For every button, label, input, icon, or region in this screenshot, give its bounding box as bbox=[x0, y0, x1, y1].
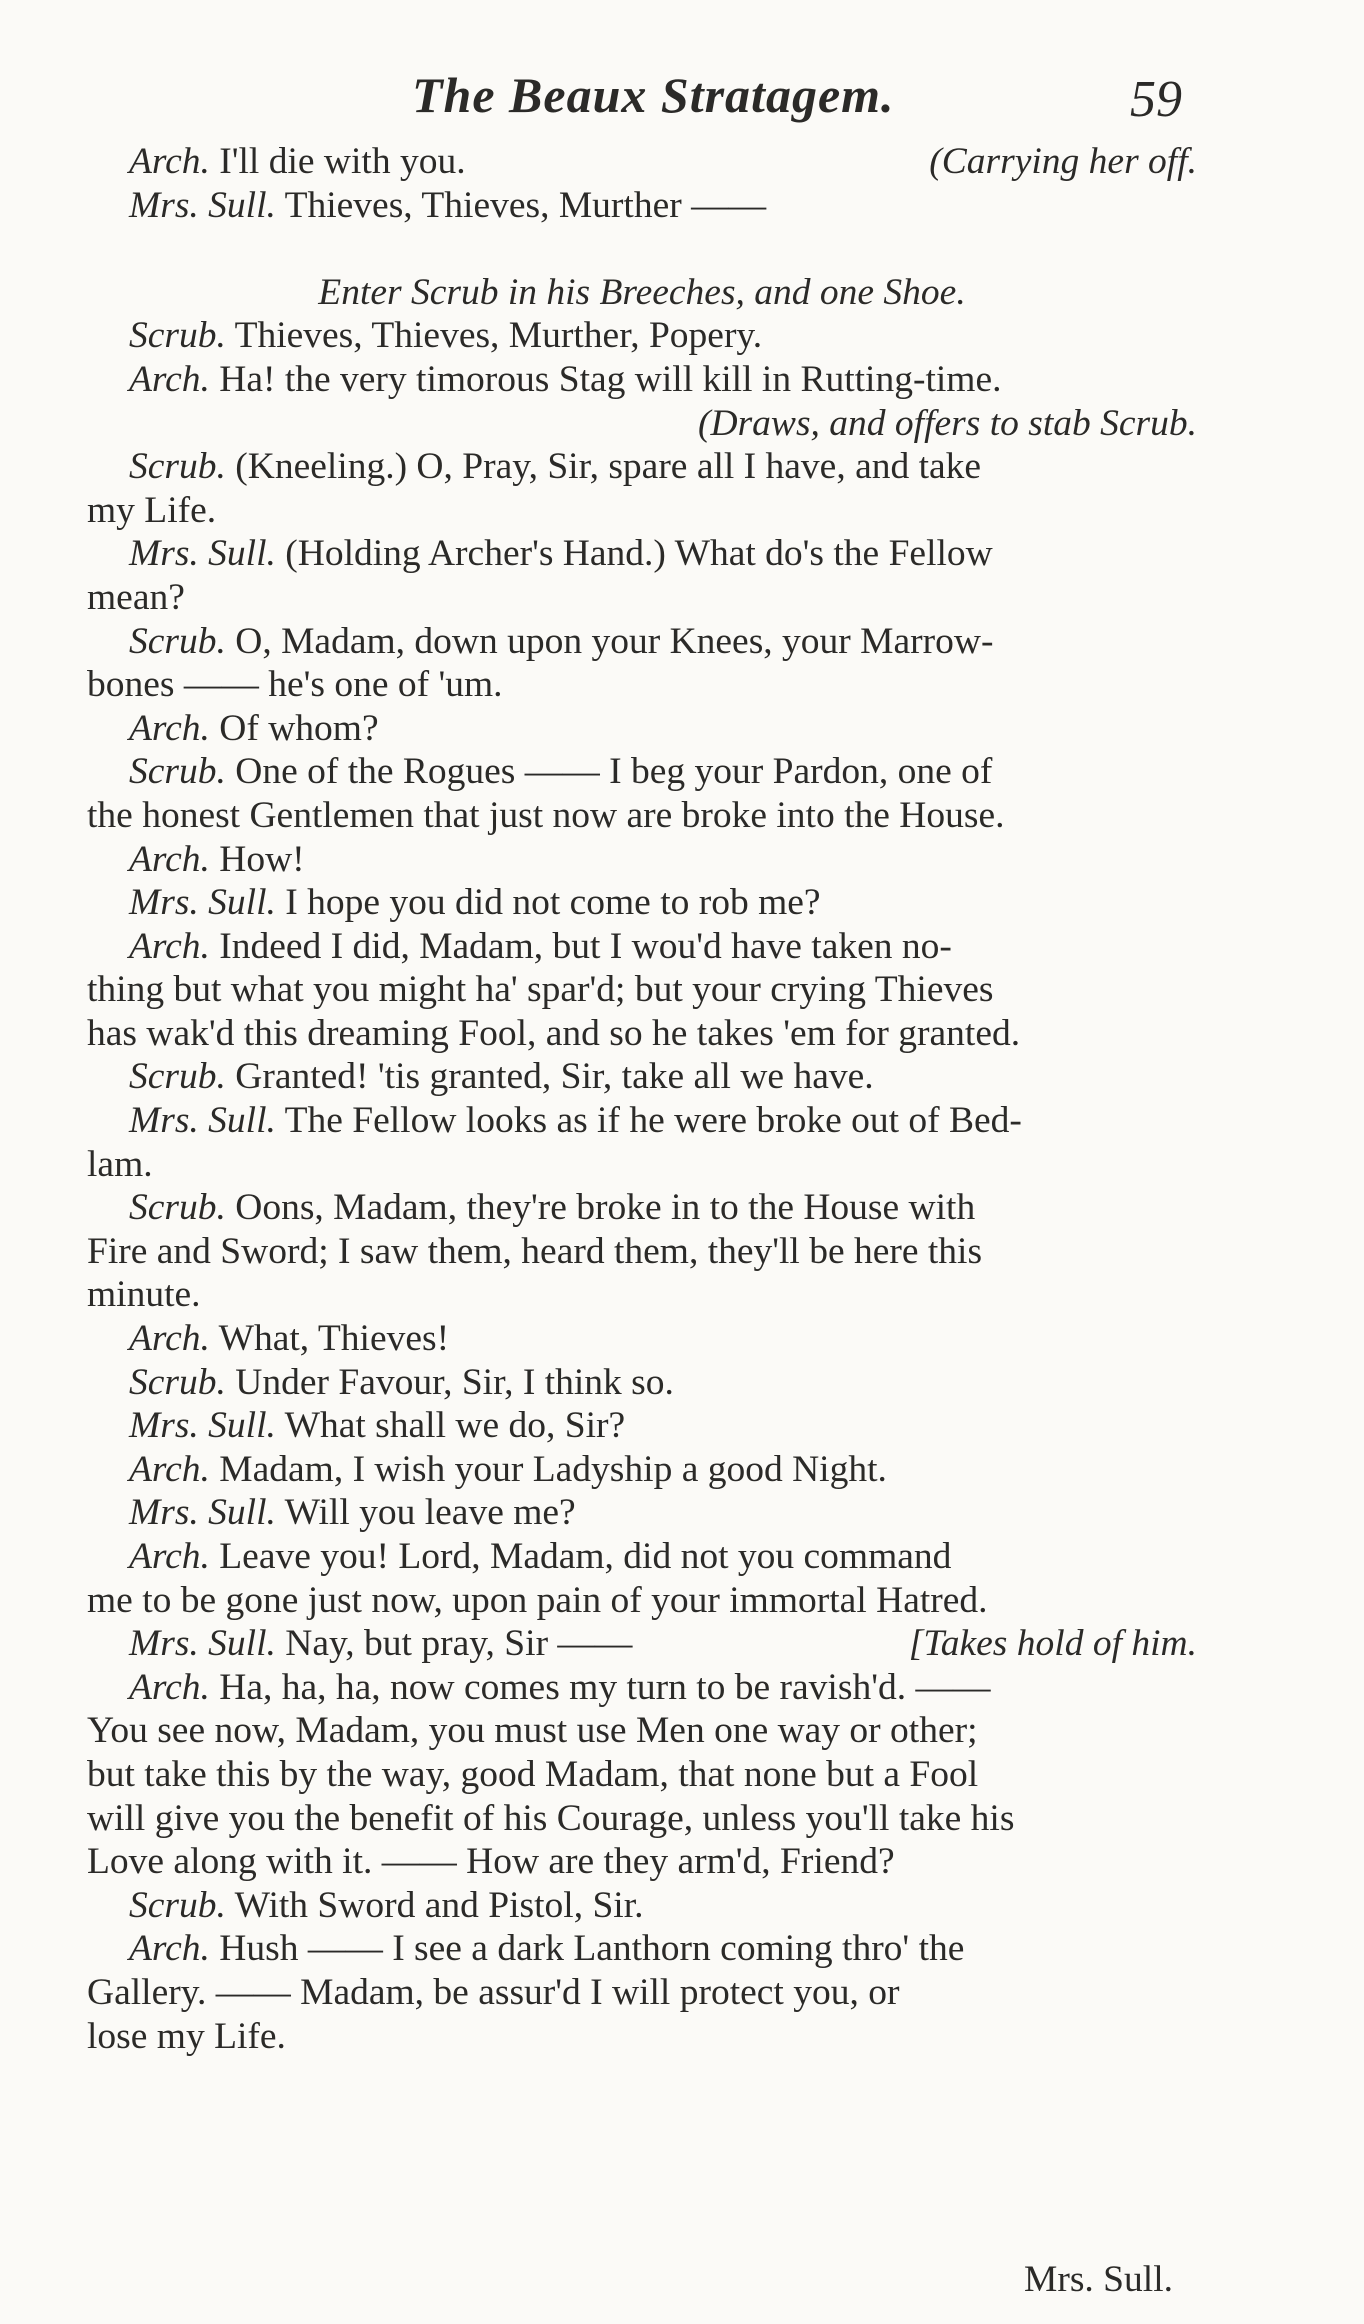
dialogue-text: The Fellow looks as if he were broke out of Bed- bbox=[275, 1100, 1022, 1142]
speaker-name: Scrub. bbox=[129, 446, 226, 488]
dialogue-text: bones —— he's one of 'um. bbox=[87, 664, 503, 706]
dialogue-text: Hush —— I see a dark Lanthorn coming thro' the bbox=[209, 1928, 965, 1970]
text-line bbox=[87, 663, 1197, 707]
speaker-name: Mrs. Sull. bbox=[129, 1405, 276, 1447]
text-line bbox=[87, 1099, 1197, 1143]
dialogue-text: (Holding Archer's Hand.) What do's the Fellow bbox=[275, 533, 993, 575]
stage-direction-text: Enter Scrub in his Breeches, and one Shoe. bbox=[318, 271, 966, 313]
dialogue-text: Granted! 'tis granted, Sir, take all we have. bbox=[225, 1056, 874, 1098]
text-line bbox=[87, 576, 1197, 620]
text-line bbox=[87, 1579, 1197, 1623]
dialogue-text: Thieves, Thieves, Murther —— bbox=[275, 184, 767, 226]
stage-direction: (Carrying her off. bbox=[929, 141, 1197, 182]
text-line bbox=[87, 794, 1197, 838]
text-line bbox=[87, 1273, 1197, 1317]
dialogue-text: minute. bbox=[87, 1274, 201, 1316]
dialogue-text: Nay, but pray, Sir —— bbox=[275, 1623, 633, 1665]
text-line bbox=[87, 1230, 1197, 1274]
text-line bbox=[87, 1666, 1197, 1710]
text-line bbox=[87, 2015, 1197, 2059]
stage-direction: [Takes hold of him. bbox=[908, 1623, 1197, 1665]
speaker-name: Mrs. Sull. bbox=[129, 1492, 276, 1534]
dialogue-text: I hope you did not come to rob me? bbox=[275, 882, 821, 924]
dialogue-text: What, Thieves! bbox=[209, 1318, 450, 1360]
speaker-name: Mrs. Sull. bbox=[129, 184, 276, 226]
text-line bbox=[87, 402, 1197, 446]
text-line bbox=[87, 1186, 1197, 1230]
page-header bbox=[0, 66, 1364, 126]
page-number: 59 bbox=[1130, 71, 1182, 128]
text-line bbox=[87, 1404, 1197, 1448]
dialogue-text: Madam, I wish your Ladyship a good Night. bbox=[209, 1448, 887, 1490]
text-line bbox=[87, 532, 1197, 576]
speaker-name: Arch. bbox=[129, 358, 210, 400]
text-line bbox=[87, 1448, 1197, 1492]
text-line bbox=[87, 1361, 1197, 1405]
dialogue-text: Will you leave me? bbox=[275, 1492, 576, 1534]
text-line bbox=[87, 881, 1197, 925]
dialogue-text: Of whom? bbox=[209, 707, 379, 749]
dialogue-text: has wak'd this dreaming Fool, and so he takes 'em for granted. bbox=[87, 1012, 1021, 1054]
text-line bbox=[87, 1535, 1197, 1579]
speaker-name: Arch. bbox=[129, 1536, 210, 1577]
dialogue-text: my Life. bbox=[87, 489, 217, 531]
text-line bbox=[87, 358, 1197, 402]
running-title: The Beaux Stratagem. bbox=[412, 67, 895, 123]
speaker-name: Mrs. Sull. bbox=[129, 533, 276, 575]
text-line bbox=[87, 1971, 1197, 2015]
stage-direction: (Draws, and offers to stab Scrub. bbox=[698, 402, 1197, 444]
dialogue-text: thing but what you might ha' spar'd; but your crying Thieves bbox=[87, 969, 994, 1011]
speaker-name: Scrub. bbox=[129, 1187, 226, 1229]
text-line bbox=[87, 1709, 1197, 1753]
dialogue-text: With Sword and Pistol, Sir. bbox=[225, 1884, 644, 1926]
speaker-name: Mrs. Sull. bbox=[129, 882, 276, 924]
text-line bbox=[87, 620, 1197, 664]
dialogue-text: O, Madam, down upon your Knees, your Marrow- bbox=[225, 620, 994, 662]
speaker-name: Mrs. Sull. bbox=[129, 1623, 276, 1665]
blank-line bbox=[87, 227, 1197, 271]
play-text bbox=[87, 140, 1197, 2058]
text-line bbox=[87, 184, 1197, 228]
text-line bbox=[87, 1143, 1197, 1187]
text-line bbox=[87, 1884, 1197, 1928]
dialogue-text: Thieves, Thieves, Murther, Popery. bbox=[225, 315, 763, 357]
speaker-name: Scrub. bbox=[129, 1884, 226, 1926]
dialogue-text: Ha! the very timorous Stag will kill in Rutting-time. bbox=[209, 358, 1002, 400]
speaker-name: Arch. bbox=[129, 1448, 210, 1490]
speaker-name: Arch. bbox=[129, 141, 210, 182]
speaker-name: Scrub. bbox=[129, 751, 226, 793]
dialogue-text: mean? bbox=[87, 576, 185, 618]
dialogue-text: lam. bbox=[87, 1143, 153, 1185]
dialogue-text: lose my Life. bbox=[87, 2015, 286, 2057]
dialogue-text: Fire and Sword; I saw them, heard them, they'll be here this bbox=[87, 1230, 983, 1272]
text-line bbox=[87, 1491, 1197, 1535]
dialogue-text: Oons, Madam, they're broke in to the House with bbox=[225, 1187, 976, 1229]
speaker-name: Scrub. bbox=[129, 1056, 226, 1098]
catchword: Mrs. Sull. bbox=[1024, 2259, 1173, 2300]
text-line bbox=[87, 1927, 1197, 1971]
text-line bbox=[87, 838, 1197, 882]
dialogue-text: (Kneeling.) O, Pray, Sir, spare all I have, and take bbox=[225, 446, 982, 488]
dialogue-text: me to be gone just now, upon pain of your immortal Hatred. bbox=[87, 1579, 988, 1621]
dialogue-text: will give you the benefit of his Courage, unless you'll take his bbox=[87, 1797, 1015, 1839]
text-line bbox=[87, 314, 1197, 358]
text-line bbox=[87, 1753, 1197, 1797]
text-line bbox=[87, 968, 1197, 1012]
text-line bbox=[87, 1840, 1197, 1884]
speaker-name: Scrub. bbox=[129, 1361, 226, 1403]
text-line bbox=[87, 750, 1197, 794]
text-line bbox=[87, 1317, 1197, 1361]
text-line bbox=[87, 1012, 1197, 1056]
speaker-name: Arch. bbox=[129, 925, 210, 967]
stage-direction-line bbox=[87, 271, 1197, 315]
speaker-name: Mrs. Sull. bbox=[129, 1100, 276, 1142]
dialogue-text: Ha, ha, ha, now comes my turn to be ravish'd. —— bbox=[209, 1666, 991, 1708]
speaker-name: Arch. bbox=[129, 1318, 210, 1360]
speaker-name: Scrub. bbox=[129, 620, 226, 662]
text-line bbox=[87, 707, 1197, 751]
speaker-name: Arch. bbox=[129, 1928, 210, 1970]
speaker-name: Arch. bbox=[129, 838, 210, 880]
dialogue-text: the honest Gentlemen that just now are broke into the House. bbox=[87, 794, 1005, 836]
text-line bbox=[87, 140, 1197, 184]
dialogue-text: One of the Rogues —— I beg your Pardon, one of bbox=[225, 751, 993, 793]
speaker-name: Arch. bbox=[129, 1666, 210, 1708]
dialogue-text: Under Favour, Sir, I think so. bbox=[225, 1361, 674, 1403]
dialogue-text: but take this by the way, good Madam, that none but a Fool bbox=[87, 1753, 979, 1795]
dialogue-text: Gallery. —— Madam, be assur'd I will protect you, or bbox=[87, 1971, 900, 2013]
text-line bbox=[87, 1055, 1197, 1099]
dialogue-text: You see now, Madam, you must use Men one way or other; bbox=[87, 1710, 978, 1752]
dialogue-text: Indeed I did, Madam, but I wou'd have taken no- bbox=[209, 925, 952, 967]
text-line bbox=[87, 445, 1197, 489]
text-line bbox=[87, 489, 1197, 533]
speaker-name: Arch. bbox=[129, 707, 210, 749]
dialogue-text: I'll die with you. bbox=[209, 141, 466, 182]
dialogue-text: How! bbox=[209, 838, 305, 880]
dialogue-text: Love along with it. —— How are they arm'd, Friend? bbox=[87, 1841, 895, 1883]
speaker-name: Scrub. bbox=[129, 315, 226, 357]
text-line bbox=[87, 1797, 1197, 1841]
text-line bbox=[87, 1622, 1197, 1666]
text-line bbox=[87, 925, 1197, 969]
dialogue-text: Leave you! Lord, Madam, did not you command bbox=[209, 1536, 952, 1577]
dialogue-text: What shall we do, Sir? bbox=[275, 1405, 626, 1447]
